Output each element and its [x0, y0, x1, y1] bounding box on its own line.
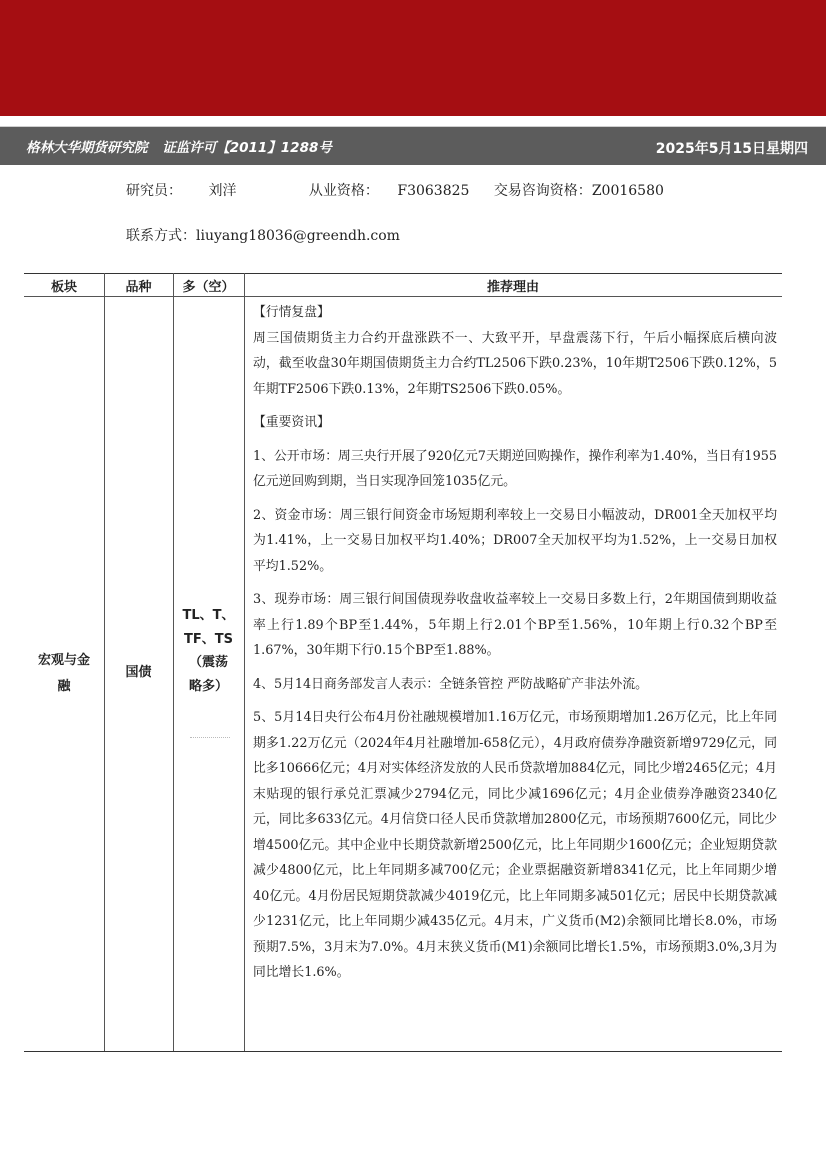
contact-label: 联系方式： — [126, 228, 196, 244]
header-red-band — [0, 0, 826, 116]
header-direction: 多（空） — [182, 280, 235, 295]
sector-cell — [24, 648, 104, 700]
analyst-info — [126, 180, 664, 200]
header-sector: 板块 — [50, 280, 77, 295]
table-top-border — [24, 273, 782, 274]
header-reason: 推荐理由 — [486, 280, 539, 295]
direction-cell — [173, 604, 244, 698]
contact-info — [126, 225, 400, 245]
variety-cell: 国债 — [125, 665, 152, 680]
report-date: 2025年5月15日星期四 — [655, 141, 808, 157]
news-item: 1、公开市场：周三央行开展了920亿元7天期逆回购操作，操作利率为1.40%，当日有1955亿元逆回购到期，当日实现净回笼1035亿元。 — [253, 448, 777, 489]
researcher-label: 研究员： — [126, 183, 182, 199]
direction-text: 略多） — [188, 678, 228, 694]
qualification-number: F3063825 — [397, 183, 470, 199]
sector-text: 宏观与金 — [37, 653, 90, 668]
consult-label: 交易咨询资格： — [493, 183, 592, 199]
direction-text: TL、T、 — [182, 608, 235, 623]
qualification-label: 从业资格： — [308, 183, 379, 199]
table-bottom-border — [24, 1051, 782, 1052]
news-title: 【重要资讯】 — [253, 415, 330, 430]
direction-text: TF、TS — [184, 631, 233, 647]
table-header-divider — [24, 296, 782, 297]
review-title: 【行情复盘】 — [253, 305, 330, 320]
researcher-name: 刘洋 — [208, 183, 237, 199]
header-variety: 品种 — [125, 280, 152, 295]
header-bar — [0, 126, 826, 165]
dotted-divider — [190, 737, 230, 738]
news-item: 5、5月14日央行公布4月份社融规模增加1.16万亿元，市场预期增加1.26万亿元，比上年同期多1.22万亿元（2024年4月社融增加-658亿元），4月政府债券净融资新增9729亿元，同比多10666亿元；4月对实体经济发放的人民币贷款增加884亿元，同比少增2465亿元；4月末贴现的银行承兑汇票减少2794亿元，同比少减1696亿元；4月企业债券净融资2340亿元，同比多633亿元。4月信贷口径人民币贷款增加2800亿元，市场预期7600亿元，同比少增4500亿元。其中企业中长期贷款新增2500亿元，比上年同期少1600亿元；企业短期贷款减少4800亿元，比上年同期多减700亿元；企业票据融资新增8341亿元，比上年同期少增40亿元。4月份居民短期贷款减少4019亿元，比上年同期多减501亿元；居民中长期贷款减少1231亿元，比上年同期少减435亿元。4月末，广义货币(M2)余额同比增长8.0%，市场预期7.5%，3月末为7.0%。4月末狭义货币(M1)余额同比增长1.5%，市场预期3.0%,3月为同比增长1.6%。 — [253, 710, 777, 980]
reason-cell — [253, 300, 777, 994]
column-divider — [244, 273, 245, 1051]
institute-name: 格林大华期货研究院 — [26, 140, 148, 156]
news-item: 4、5月14日商务部发言人表示：全链条管控 严防战略矿产非法外流。 — [253, 676, 648, 692]
news-item: 2、资金市场：周三银行间资金市场短期利率较上一交易日小幅波动，DR001全天加权平均为1.41%，上一交易日加权平均1.40%；DR007全天加权平均为1.52%，上一交易日加权平均1.52%。 — [253, 507, 777, 574]
review-paragraph: 周三国债期货主力合约开盘涨跌不一、大致平开，早盘震荡下行，午后小幅探底后横向波动，截至收盘30年期国债期货主力合约TL2506下跌0.23%，10年期T2506下跌0.12%，5年期TF2506下跌0.13%，2年期TS2506下跌0.05%。 — [253, 330, 777, 397]
sector-text: 融 — [57, 679, 71, 694]
consult-number: Z0016580 — [591, 183, 664, 199]
header-institute — [26, 136, 342, 156]
contact-email: liuyang18036@greendh.com — [196, 228, 400, 244]
news-item: 3、现券市场：周三银行间国债现券收盘收益率较上一交易日多数上行，2年期国债到期收益率上行1.89个BP至1.44%，5年期上行2.01个BP至1.56%，10年期上行0.32个BP至1.67%，30年期下行0.15个BP至1.88%。 — [253, 592, 777, 658]
direction-text: （震荡 — [188, 655, 228, 670]
license-number: 证监许可【2011】1288号 — [162, 140, 332, 156]
